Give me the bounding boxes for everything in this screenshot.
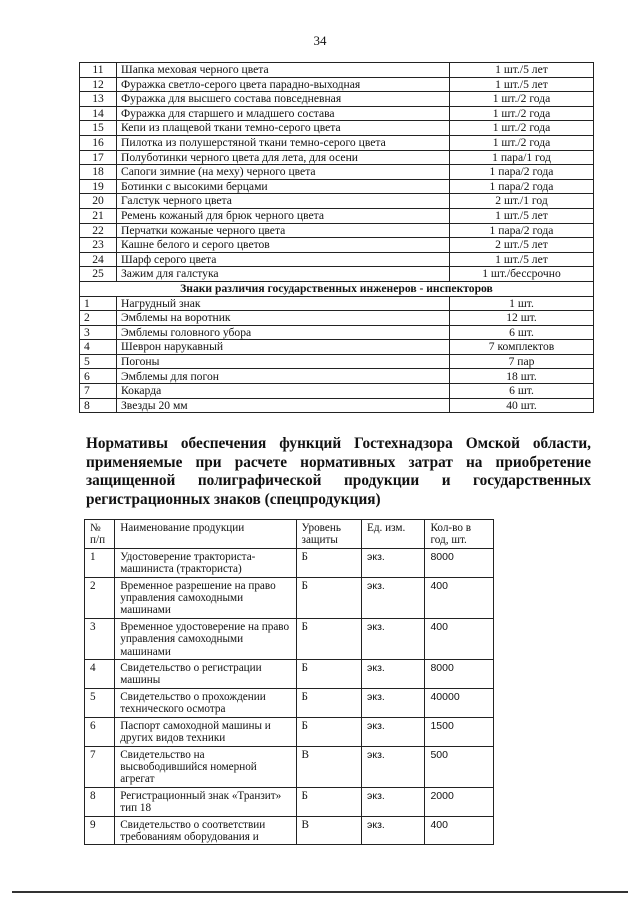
header-quantity: Кол-во в год, шт. (425, 520, 494, 549)
item-quantity: 18 шт. (450, 369, 594, 384)
row-number: 12 (80, 77, 117, 92)
unit: экз. (362, 577, 425, 618)
item-name: Кокарда (117, 384, 450, 399)
item-name: Кашне белого и серого цветов (117, 238, 450, 253)
unit: экз. (362, 717, 425, 746)
item-name: Сапоги зимние (на меху) черного цвета (117, 165, 450, 180)
printed-products-table (84, 519, 494, 845)
protection-level: Б (296, 618, 361, 659)
protection-level: Б (296, 787, 361, 816)
item-name: Эмблемы для погон (117, 369, 450, 384)
heading-line: защищенной полиграфической продукции и государственных (86, 472, 591, 489)
unit: экз. (362, 688, 425, 717)
table-row (80, 311, 594, 326)
item-quantity: 1 шт./2 года (450, 92, 594, 107)
row-number: 17 (80, 150, 117, 165)
protection-level: Б (296, 548, 361, 577)
table-row (80, 92, 594, 107)
table-row (80, 63, 594, 78)
item-name: Фуражка светло-серого цвета парадно-выходная (117, 77, 450, 92)
item-name: Ботинки с высокими берцами (117, 179, 450, 194)
header-number: № п/п (85, 520, 115, 549)
table-row (80, 121, 594, 136)
row-number: 4 (80, 340, 117, 355)
row-number: 5 (85, 688, 115, 717)
table-row (80, 223, 594, 238)
item-name: Зажим для галстука (117, 267, 450, 282)
section-row (80, 281, 594, 296)
table-row (80, 106, 594, 121)
row-number: 6 (80, 369, 117, 384)
item-quantity: 6 шт. (450, 325, 594, 340)
product-name: Регистрационный знак «Транзит» тип 18 (115, 787, 296, 816)
item-quantity: 40 шт. (450, 398, 594, 413)
item-quantity: 2 шт./1 год (450, 194, 594, 209)
item-quantity: 1 пара/2 года (450, 223, 594, 238)
uniform-table (79, 62, 594, 413)
unit: экз. (362, 816, 425, 845)
table-row (80, 325, 594, 340)
row-number: 15 (80, 121, 117, 136)
item-name: Нагрудный знак (117, 296, 450, 311)
row-number: 1 (85, 548, 115, 577)
protection-level: Б (296, 660, 361, 689)
item-quantity: 7 комплектов (450, 340, 594, 355)
table-row (80, 179, 594, 194)
table-row (80, 165, 594, 180)
table-row (80, 252, 594, 267)
unit: экз. (362, 548, 425, 577)
row-number: 25 (80, 267, 117, 282)
table-row (85, 717, 494, 746)
item-quantity: 1 пара/2 года (450, 179, 594, 194)
item-name: Шеврон нарукавный (117, 340, 450, 355)
row-number: 18 (80, 165, 117, 180)
table-header-row (85, 520, 494, 549)
item-name: Погоны (117, 354, 450, 369)
item-name: Ремень кожаный для брюк черного цвета (117, 208, 450, 223)
header-level: Уровень защиты (296, 520, 361, 549)
product-name: Временное удостоверение на право управления самоходными машинами (115, 618, 296, 659)
table-row (85, 816, 494, 845)
yearly-quantity: 400 (425, 577, 494, 618)
item-quantity: 1 шт./5 лет (450, 208, 594, 223)
row-number: 2 (80, 311, 117, 326)
row-number: 16 (80, 135, 117, 150)
yearly-quantity: 40000 (425, 688, 494, 717)
row-number: 23 (80, 238, 117, 253)
row-number: 7 (80, 384, 117, 399)
item-quantity: 1 пара/2 года (450, 165, 594, 180)
table-row (80, 238, 594, 253)
yearly-quantity: 1500 (425, 717, 494, 746)
unit: экз. (362, 787, 425, 816)
table-row (85, 577, 494, 618)
row-number: 3 (85, 618, 115, 659)
table-row (85, 548, 494, 577)
protection-level: Б (296, 717, 361, 746)
item-quantity: 1 шт./2 года (450, 135, 594, 150)
row-number: 19 (80, 179, 117, 194)
row-number: 1 (80, 296, 117, 311)
product-name: Свидетельство о прохождении технического осмотра (115, 688, 296, 717)
row-number: 2 (85, 577, 115, 618)
item-quantity: 1 шт./2 года (450, 121, 594, 136)
item-name: Шапка меховая черного цвета (117, 63, 450, 78)
item-quantity: 1 шт. (450, 296, 594, 311)
table-row (80, 150, 594, 165)
item-quantity: 1 шт./5 лет (450, 77, 594, 92)
table-row (80, 208, 594, 223)
header-name: Наименование продукции (115, 520, 296, 549)
row-number: 3 (80, 325, 117, 340)
row-number: 24 (80, 252, 117, 267)
row-number: 9 (85, 816, 115, 845)
protection-level: В (296, 746, 361, 787)
table-row (80, 384, 594, 399)
row-number: 20 (80, 194, 117, 209)
item-name: Фуражка для высшего состава повседневная (117, 92, 450, 107)
item-quantity: 1 шт./2 года (450, 106, 594, 121)
unit: экз. (362, 660, 425, 689)
row-number: 8 (85, 787, 115, 816)
table-row (80, 340, 594, 355)
page-number: 34 (313, 33, 327, 48)
row-number: 6 (85, 717, 115, 746)
product-name: Свидетельство о регистрации машины (115, 660, 296, 689)
heading-line: регистрационных знаков (спецпродукция) (86, 490, 381, 508)
item-quantity: 2 шт./5 лет (450, 238, 594, 253)
row-number: 22 (80, 223, 117, 238)
section-heading (86, 435, 591, 509)
row-number: 5 (80, 354, 117, 369)
table-row (80, 398, 594, 413)
protection-level: В (296, 816, 361, 845)
item-quantity: 1 пара/1 год (450, 150, 594, 165)
item-name: Пилотка из полушерстяной ткани темно-серого цвета (117, 135, 450, 150)
row-number: 21 (80, 208, 117, 223)
item-name: Шарф серого цвета (117, 252, 450, 267)
item-quantity: 1 шт./5 лет (450, 63, 594, 78)
product-name: Свидетельство о соответствии требованиям оборудования и (115, 816, 296, 845)
heading-line: применяемые при расчете нормативных затрат на приобретение (86, 453, 591, 471)
table-row (80, 369, 594, 384)
item-quantity: 1 шт./5 лет (450, 252, 594, 267)
product-name: Паспорт самоходной машины и других видов техники (115, 717, 296, 746)
item-name: Фуражка для старшего и младшего состава (117, 106, 450, 121)
table-row (80, 354, 594, 369)
item-quantity: 6 шт. (450, 384, 594, 399)
item-name: Полуботинки черного цвета для лета, для осени (117, 150, 450, 165)
bottom-divider (12, 891, 628, 893)
yearly-quantity: 8000 (425, 548, 494, 577)
yearly-quantity: 400 (425, 816, 494, 845)
table-row (85, 660, 494, 689)
yearly-quantity: 8000 (425, 660, 494, 689)
table-row (85, 618, 494, 659)
item-name: Перчатки кожаные черного цвета (117, 223, 450, 238)
table-row (85, 746, 494, 787)
table-row (85, 688, 494, 717)
item-quantity: 7 пар (450, 354, 594, 369)
item-quantity: 1 шт./бессрочно (450, 267, 594, 282)
table-row (80, 267, 594, 282)
item-name: Эмблемы на воротник (117, 311, 450, 326)
item-name: Галстук черного цвета (117, 194, 450, 209)
yearly-quantity: 2000 (425, 787, 494, 816)
row-number: 11 (80, 63, 117, 78)
item-quantity: 12 шт. (450, 311, 594, 326)
product-name: Свидетельство на высвободившийся номерной агрегат (115, 746, 296, 787)
table-row (80, 194, 594, 209)
row-number: 4 (85, 660, 115, 689)
item-name: Кепи из плащевой ткани темно-серого цвета (117, 121, 450, 136)
yearly-quantity: 400 (425, 618, 494, 659)
unit: экз. (362, 746, 425, 787)
header-unit: Ед. изм. (362, 520, 425, 549)
heading-line: Нормативы обеспечения функций Гостехнадзора Омской области, (86, 435, 591, 452)
yearly-quantity: 500 (425, 746, 494, 787)
section-title: Знаки различия государственных инженеров - инспекторов (80, 281, 594, 296)
table-row (80, 135, 594, 150)
product-name: Временное разрешение на право управления самоходными машинами (115, 577, 296, 618)
row-number: 13 (80, 92, 117, 107)
item-name: Звезды 20 мм (117, 398, 450, 413)
table-row (85, 787, 494, 816)
table-row (80, 77, 594, 92)
unit: экз. (362, 618, 425, 659)
protection-level: Б (296, 577, 361, 618)
row-number: 8 (80, 398, 117, 413)
table-row (80, 296, 594, 311)
item-name: Эмблемы головного убора (117, 325, 450, 340)
row-number: 14 (80, 106, 117, 121)
row-number: 7 (85, 746, 115, 787)
protection-level: Б (296, 688, 361, 717)
product-name: Удостоверение тракториста-машиниста (тракториста) (115, 548, 296, 577)
